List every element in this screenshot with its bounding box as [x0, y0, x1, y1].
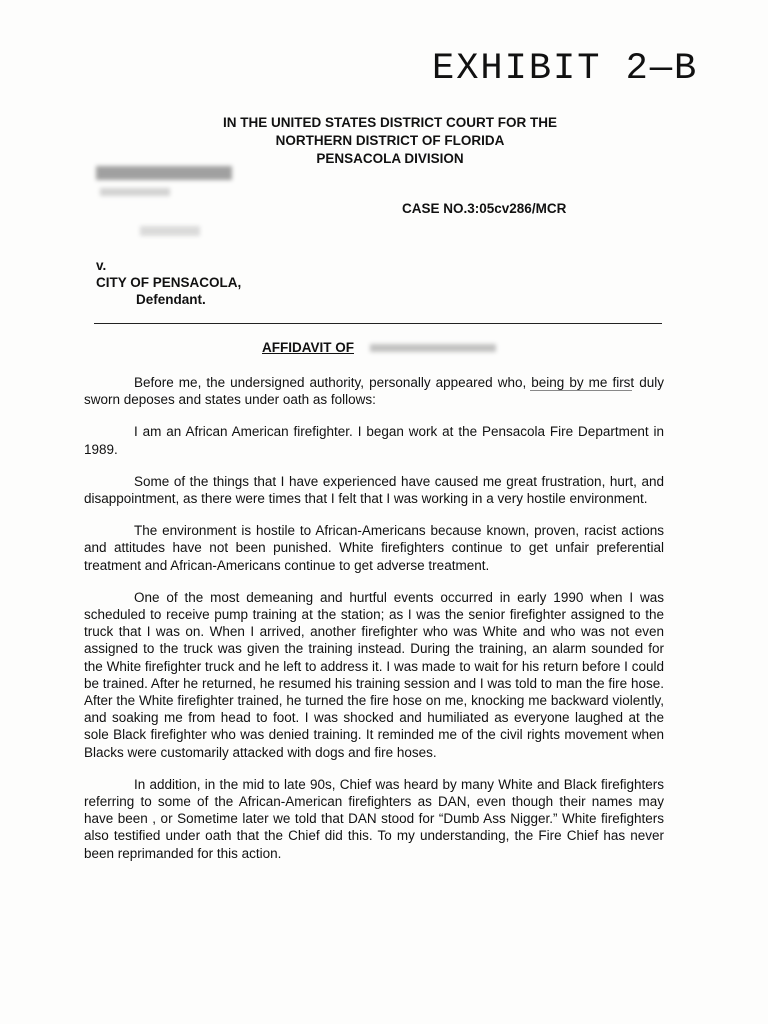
- court-line-1: IN THE UNITED STATES DISTRICT COURT FOR THE: [223, 115, 557, 130]
- exhibit-label: EXHIBIT 2—B: [432, 48, 699, 90]
- case-number: CASE NO.3:05cv286/MCR: [402, 201, 567, 216]
- redacted-plaintiff-detail-2: [140, 226, 200, 236]
- parties-block: [96, 257, 241, 308]
- affidavit-body: [84, 374, 664, 877]
- versus-label: v.: [96, 258, 107, 273]
- redacted-plaintiff-detail: [100, 188, 170, 196]
- caption-divider: [94, 323, 662, 324]
- court-caption: [190, 114, 590, 168]
- paragraph: Before me, the undersigned authority, personally appeared who, being by me first duly sworn deposes and states under oath as follows:: [84, 375, 664, 408]
- paragraph: In addition, in the mid to late 90s, Chief was heard by many White and Black firefighters referring to some of the African-American firefighters as DAN, even though their names may have been , or Sometime later we told that DAN stood for “Dumb Ass Nigger.” White firefighters also testified under oath that the Chief did this. To my understanding, the Fire Chief has never been reprimanded for this action.: [84, 776, 664, 861]
- affidavit-title: AFFIDAVIT OF: [262, 340, 354, 355]
- paragraph: The environment is hostile to African-Americans because known, proven, racist actions and attitudes have not been punished. White firefighters continue to get unfair preferential treatment and African-Americans continue to get adverse treatment.: [84, 523, 664, 573]
- defendant-label: Defendant.: [136, 292, 206, 307]
- paragraph: One of the most demeaning and hurtful events occurred in early 1990 when I was scheduled to receive pump training at the station; as I was the senior firefighter assigned to the truck that I was on. When I arrived, another firefighter who was White and who was not even assigned to the truck was given the training instead. During the training, an alarm sounded for the White firefighter truck and he left to address it. I was made to wait for his return before I could be trained. After he returned, he resumed his training session and I was told to man the fire hose. After the White firefighter trained, he turned the fire hose on me, knocking me backward violently, and soaking me from head to foot. I was shocked and humiliated as everyone laughed at the sole Black firefighter who was denied training. It reminded me of the civil rights movement when Blacks were customarily attacked with dogs and fire hoses.: [84, 589, 664, 760]
- paragraph: I am an African American firefighter. I began work at the Pensacola Fire Department in 1989.: [84, 424, 664, 457]
- court-line-2: NORTHERN DISTRICT OF FLORIDA: [275, 133, 505, 148]
- court-line-3: PENSACOLA DIVISION: [316, 151, 464, 166]
- defendant-name: CITY OF PENSACOLA,: [96, 275, 242, 290]
- redacted-affiant-name: [370, 344, 496, 352]
- redacted-plaintiff-name: [96, 166, 232, 180]
- paragraph: Some of the things that I have experienced have caused me great frustration, hurt, and disappointment, as there were times that I felt that I was working in a very hostile environment.: [84, 473, 664, 507]
